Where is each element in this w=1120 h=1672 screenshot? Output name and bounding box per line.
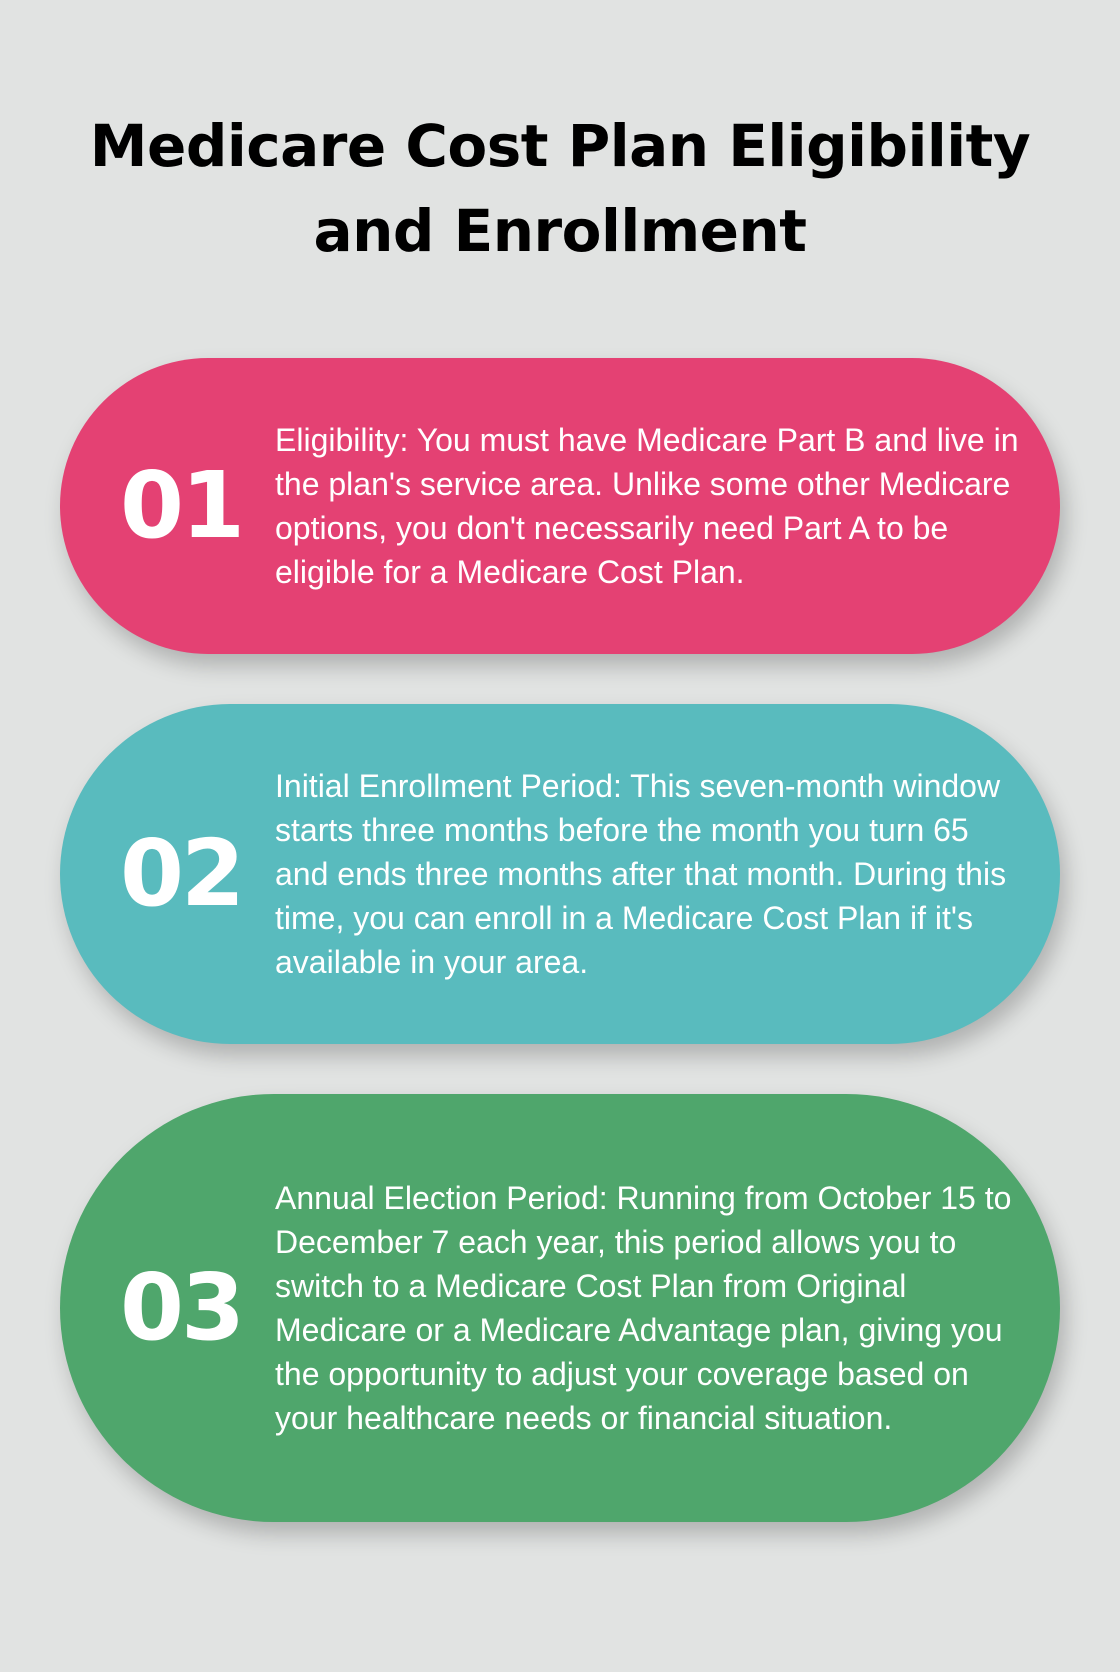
- step-number: 01: [120, 452, 243, 559]
- step-card-annual-election: [60, 1094, 1060, 1522]
- step-description: Annual Election Period: Running from October 15 to December 7 each year, this period allows you to switch to a Medicare Cost Plan from Original Medicare or a Medicare Advantage plan, giving you the opportunity to adjust your coverage based on your healthcare needs or financial situation.: [275, 1180, 1012, 1436]
- step-description: Eligibility: You must have Medicare Part B and live in the plan's service area. Unlike some other Medicare options, you don't necessarily need Part A to be eligible for a Medicare Cost Plan.: [275, 422, 1019, 590]
- step-number: 02: [120, 820, 243, 927]
- page-title: Medicare Cost Plan Eligibility and Enrollment: [89, 112, 1031, 265]
- step-card-eligibility: [60, 358, 1060, 654]
- step-number: 03: [120, 1254, 243, 1361]
- step-card-initial-enrollment: [60, 704, 1060, 1044]
- step-description: Initial Enrollment Period: This seven-month window starts three months before the month you turn 65 and ends three months after that month. During this time, you can enroll in a Medicare Cost Plan if it's available in your area.: [275, 768, 1007, 980]
